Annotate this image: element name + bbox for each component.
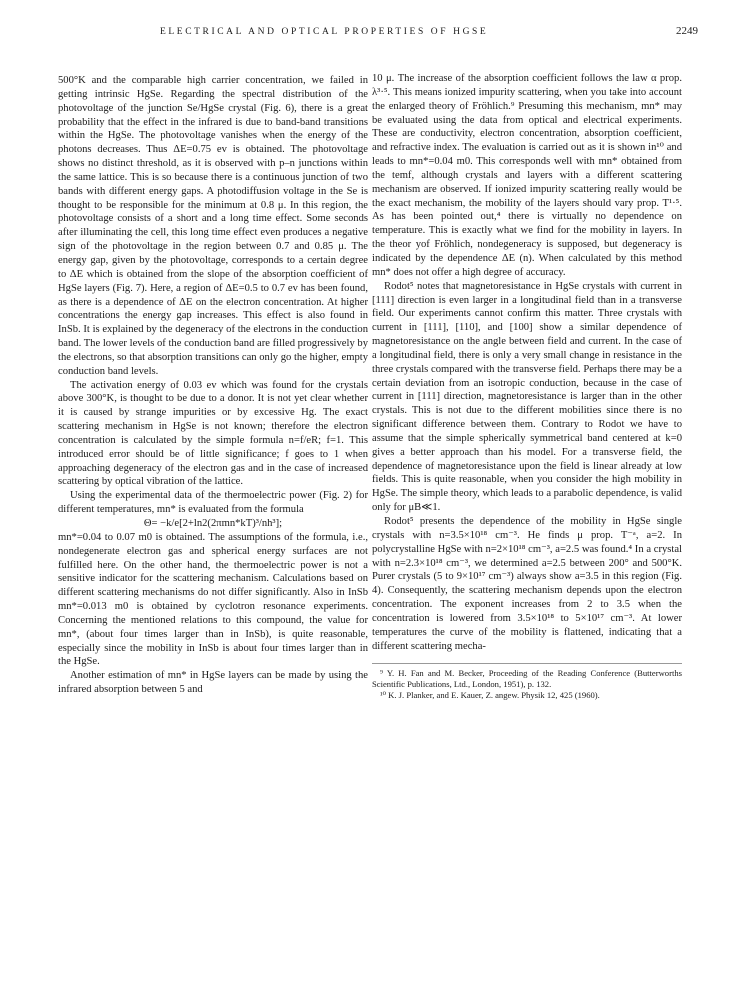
paragraph: Using the experimental data of the thermoelectric power (Fig. 2) for different temperatures, mn* is evaluated from the formula	[58, 490, 368, 516]
left-column	[58, 74, 368, 697]
paragraph: Rodot⁵ presents the dependence of the mobility in HgSe single crystals with n=3.5×10¹⁸ cm⁻³. He finds μ prop. T⁻ᵃ, a=2. In polycrystalline HgSe with n=2×10¹⁸ cm⁻³, a=2.5 was found.⁴ In a crystal with n=2.3×10¹⁸ cm⁻³, we determined a=2.5 between 200° and 500°K. Purer crystals (5 to 9×10¹⁷ cm⁻³) always show a=3.5 in this region (Fig. 4). Consequently, the scattering mechanism depends upon the electron concentration. The exponent increases from 2 to 3.5 when the concentration is lowered from 3.5×10¹⁸ to 5×10¹⁷ cm⁻³. At lower temperatures the curve of the mobility is flattened, indicating that a different scattering mecha-	[372, 516, 682, 652]
running-title: ELECTRICAL AND OPTICAL PROPERTIES OF HGSE	[160, 27, 489, 37]
paragraph: Another estimation of mn* in HgSe layers can be made by using the infrared absorption between 5 and	[58, 670, 368, 696]
right-column	[372, 72, 682, 700]
footnote: ¹⁰ K. J. Planker, and E. Kauer, Z. angew. Physik 12, 425 (1960).	[380, 689, 600, 700]
paragraph: Rodot⁵ notes that magnetoresistance in HgSe crystals with current in [111] direction is even larger in a longitudinal field than in a transverse field. Our experiments cannot confirm this matter. Three crystals with current in [111], [110], and [100] show a similar dependence of magnetoresistance on the angle between field and current. In the case of a longitudinal field, there is only a very small change in resistance in the three crystals compared with the transverse field. Perhaps there may be a certain deviation from an isotropic conduction, because in the case of current in [111] direction, magnetoresistance is larger than in the other crystals. This is not due to the different mobilities since there is no significant difference between them. Contrary to Rodot we have to assume that the simple spherically symmetrical band centered at k=0 gives a better approach than his model. For a transverse field, the dependence of magnetoresistance upon the field is linear already at low fields. This is quite reasonable, when you consider the high mobility in HgSe. The simple theory, which leads to a parabolic dependence, is valid only for μB≪1.	[372, 280, 682, 514]
paragraph: The activation energy of 0.03 ev which was found for the crystals above 300°K, is thought to be due to a donor. It is not yet clear whether it is caused by strange impurities or by excessive Hg. The exact scattering mechanism in HgSe is not known; therefore the electron concentration is calculated by the simple formula n=f/eR; f=1. This introduced error should be of little significance; f goes to 1 when approaching degeneracy of the electron gas and in the case of increased scattering by optical vibration of the lattice.	[58, 379, 368, 488]
footnotes	[372, 663, 682, 700]
paragraph: 10 μ. The increase of the absorption coefficient follows the law α prop. λ³·⁵. This means ionized impurity scattering, when you take into account the enlarged theory of Fröhlich.⁹ Presuming this mechanism, mn* may be evaluated using the data from optical and electrical experiments. These are conductivity, electron concentration, absorption coefficient, and refractive index. The evaluation is carried out as it is shown in¹⁰ and leads to mn*=0.04 m0. This corresponds well with mn* obtained from the temf, although crystals and layers with a different scattering mechanism are observed. If ionized impurity scattering really would be the exact mechanism, the mobility of the layers should vary prop. T¹·⁵. As has been pointed out,⁴ there is virtually no dependence on temperature. This is exactly what we find for the mobility in layers. In the theor yof Fröhlich, nondegeneracy is supposed, but degeneracy is indicated by the dependence ΔE (n). When calculated by this method mn* does not offer a high degree of accuracy.	[372, 73, 682, 278]
paragraph: mn*=0.04 to 0.07 m0 is obtained. The assumptions of the formula, i.e., nondegenerate electron gas and spherical energy surfaces are not fulfilled here. On the other hand, the thermoelectric power is not a sensitive indicator for the scattering mechanism. Calculations based on different scattering mechanisms do not differ significantly. Also in InSb mn*=0.013 m0 is obtained by cyclotron resonance experiments. Concerning the mentioned relations to this compound, the value for mn*, (about four times larger than in InSb), is quite reasonable, especially since the mobility in InSb is about four times larger than in the HgSe.	[58, 531, 368, 668]
paragraph: 500°K and the comparable high carrier concentration, we failed in getting intrinsic HgSe. Regarding the spectral distribution of the photovoltage of the junction Se/HgSe crystal (Fig. 6), there is a great probability that the effect in the infrared is due to band-band transitions within the HgSe. The photovoltage vanishes when the energy of the photons decreases. Thus ΔE=0.75 ev is obtained. The photovoltage shows no distinct threshold, as it is observed with p–n junctions within the same lattice. This is so because there is a continuous junction of two bands with different energy gaps. A photodiffusion voltage in the Se is thought to be responsible for the minimum at 0.8 μ. In this region, the photovoltage consists of a short and a long time effect. Some seconds after illuminating the cell, this long time effect even produces a negative sign of the photovoltage in the region between 0.7 and 0.85 μ. The energy gap, given by the photovoltage, corresponds to a certain degree to ΔE which is obtained from the slope of the absorption coefficient of HgSe layers (Fig. 7). Here, a region of ΔE=0.5 to 0.7 ev has been found, as there is a dependence of ΔE on the electron concentration. At higher concentrations the energy gap increases. This effect is also found in InSb. It is explained by the degeneracy of the electrons in the conduction band. The lower levels of the conduction band are filled progressively by the electrons, so that absorption transitions can only go the higher, empty conduction band levels.	[58, 75, 368, 377]
footnote: ⁹ Y. H. Fan and M. Becker, Proceeding of the Reading Conference (Butterworths Scientific Publications, Ltd., London, 1951), p. 132.	[372, 668, 682, 690]
equation: Θ= −k/e[2+ln2(2πmn*kT)³/nh³];	[143, 518, 283, 529]
page-number: 2249	[676, 25, 698, 37]
